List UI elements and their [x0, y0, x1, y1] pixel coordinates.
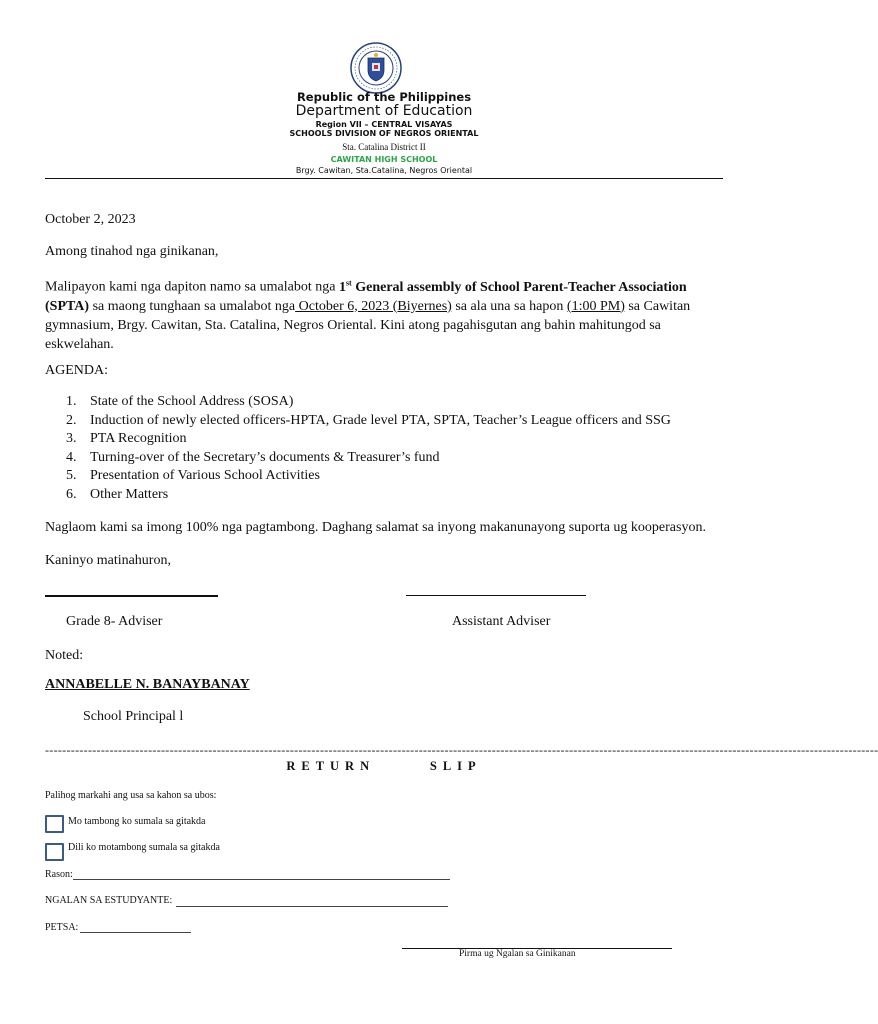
principal-name: ANNABELLE N. BANAYBANAY — [45, 677, 250, 692]
list-item: 4. Turning-over of the Secretary’s documents & Treasurer’s fund — [66, 449, 440, 465]
student-name-field[interactable] — [176, 906, 448, 907]
letter-salutation: Among tinahod nga ginikanan, — [45, 244, 219, 259]
list-item: 1. State of the School Address (SOSA) — [66, 394, 294, 409]
department-heading: Department of Education — [295, 103, 473, 119]
division-heading: SCHOOLS DIVISION OF NEGROS ORIENTAL — [289, 129, 479, 138]
attend-checkbox[interactable] — [45, 815, 64, 833]
signature-line-right — [406, 595, 586, 596]
student-name-label: NGALAN SA ESTUDYANTE: — [45, 895, 173, 906]
not-attend-checkbox[interactable] — [45, 843, 64, 861]
signature-line-left — [45, 595, 218, 597]
return-slip-title: RETURN SLIP — [286, 759, 482, 773]
school-name: CAWITAN HIGH SCHOOL — [330, 155, 438, 164]
reason-field[interactable] — [73, 879, 450, 880]
deped-seal — [350, 42, 402, 94]
agenda-list — [66, 393, 671, 505]
attend-option-label: Mo tambong ko sumala sa gitakda — [68, 816, 206, 827]
school-address: Brgy. Cawitan, Sta.Catalina, Negros Oriental — [295, 166, 473, 175]
date-label: PETSA: — [45, 922, 79, 933]
header-divider — [45, 178, 723, 179]
list-item: 3. PTA Recognition — [66, 431, 187, 447]
principal-title: School Principal l — [83, 709, 184, 724]
assistant-adviser-title: Assistant Adviser — [452, 614, 551, 629]
letter-closing: Kaninyo matinahuron, — [45, 553, 171, 568]
closing-text: Naglaom kami sa imong 100% nga pagtambong. Daghang salamat sa inyong makanunayong suporta ug kooperasyon. — [45, 520, 706, 535]
noted-label: Noted: — [45, 648, 84, 663]
parent-signature-label: Pirma ug Ngalan sa Ginikanan — [459, 949, 576, 959]
list-item: 2. Induction of newly elected officers-HPTA, Grade level PTA, SPTA, Teacher’s League officers and SSG — [66, 412, 671, 428]
region-heading: Region VII – CENTRAL VISAYAS — [315, 120, 453, 129]
body-line-4: eskwelahan. — [45, 336, 114, 352]
adviser-title: Grade 8- Adviser — [66, 614, 163, 629]
list-item: 6. Other Matters — [66, 486, 169, 502]
district-heading: Sta. Catalina District II — [342, 142, 426, 152]
letter-body — [45, 273, 725, 354]
body-line-2: (SPTA) sa maong tunghaan sa umalabot nga October 6, 2023 (Biyernes) sa ala una sa hapon (1:00 PM) sa Cawitan — [45, 298, 691, 314]
list-item: 5. Presentation of Various School Activities — [66, 468, 320, 484]
letter-date: October 2, 2023 — [45, 212, 136, 227]
reason-label: Rason: — [45, 869, 73, 880]
agenda-label: AGENDA: — [45, 363, 108, 378]
not-attend-option-label: Dili ko motambong sumala sa gitakda — [68, 842, 220, 853]
slip-instruction: Palihog markahi ang usa sa kahon sa ubos: — [45, 790, 217, 801]
body-line-1: Malipayon kami nga dapiton namo sa umalabot nga 1st General assembly of School Parent-Teacher Association — [45, 278, 687, 295]
cut-line: -------------------------------------------------------------------------------------------------------------------------------------------------------------------------------------------------- — [45, 743, 878, 757]
republic-heading: Republic of the Philippines — [296, 90, 472, 104]
body-line-3: gymnasium, Brgy. Cawitan, Sta. Catalina, Negros Oriental. Kini atong pagahisgutan ang bahin mahitungod sa — [45, 317, 661, 333]
date-field[interactable] — [80, 932, 191, 933]
